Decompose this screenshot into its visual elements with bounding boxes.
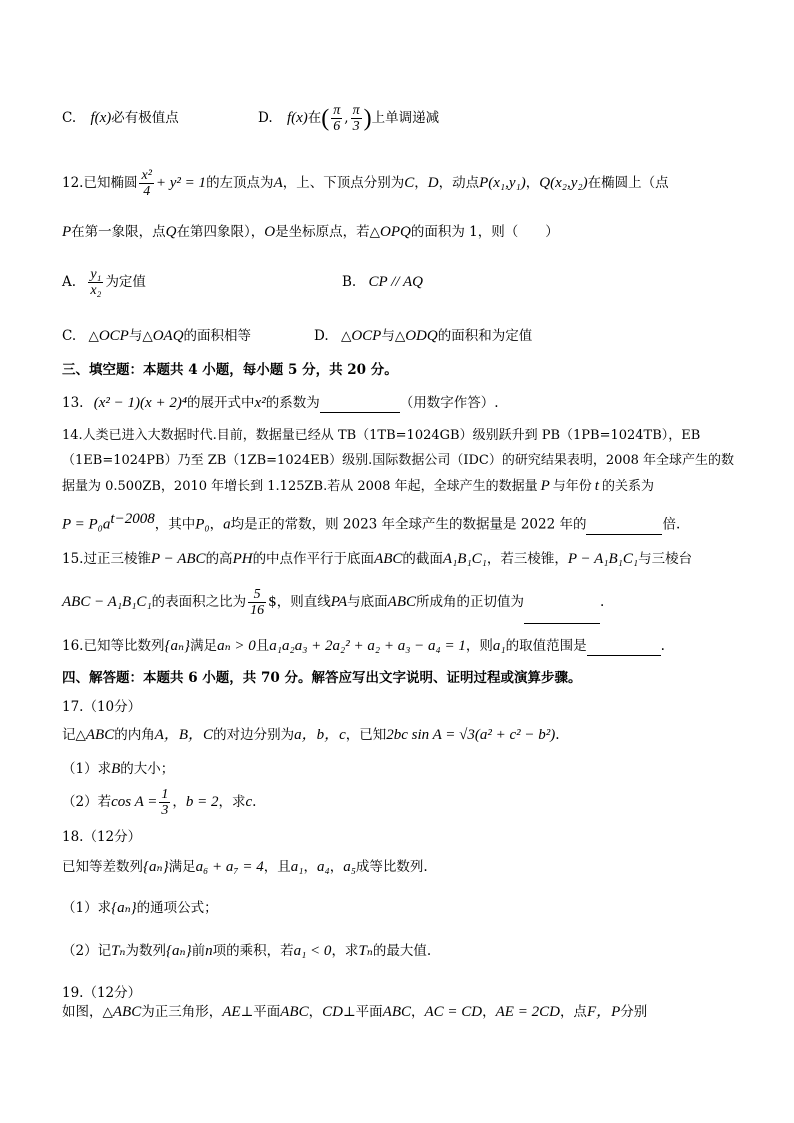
q16: 16.已知等比数列{aₙ}满足aₙ > 0且a₁a₂a₃ + 2a₂² + a₂ + a₃ − a₄ = 1，则a₁的取值范围是 . [62, 638, 665, 654]
option-text: 必有极值点 [111, 110, 179, 126]
section-heading: 四、解答题：本题共 6 小题，共 70 分。解答应写出文字说明、证明过程或演算步骤。 [62, 670, 582, 686]
q14-line1: 14.人类已进入大数据时代.目前，数据量已经从 TB（1TB=1024GB）级别跃升到 PB（1PB=1024TB），EB [62, 428, 701, 443]
q11-option-d: D. f(x)在( $\frac{\pi}{6}$ , $\frac{\pi}{3}$ )上单调递减 [258, 103, 440, 134]
q12-stem-line1: 12.已知椭圆 $\frac{\text{x²}}{4}$ + y² = 1的左顶点为A，上、下顶点分别为C，D，动点P(x₁,y₁)，Q(x₂,y₂)在椭圆上（点 [62, 168, 669, 199]
section-heading: 三、填空题：本题共 4 小题，每小题 5 分，共 20 分。 [62, 362, 398, 378]
answer-blank[interactable] [587, 641, 661, 656]
q12-stem-line2: P在第一象限，点Q在第四象限），O是坐标原点，若△OPQ的面积为 1，则（ ） [62, 224, 559, 240]
q17-part1: （1）求B的大小； [62, 761, 175, 777]
q12-option-c: C. △OCP与△OAQ的面积相等 [62, 328, 252, 344]
fraction: $\frac{\text{y₁}}{\text{x₂}}$ [90, 267, 102, 298]
q14-line3: 据量为 0.500ZB，2010 年增长到 1.125ZB.若从 2008 年起，全球产生的数据量 P 与年份 t 的关系为 [62, 478, 654, 494]
q18-stem: 已知等差数列{aₙ}满足a₆ + a₇ = 4，且a₁，a₄，a₅成等比数列. [62, 859, 428, 875]
q17-stem: 记△ABC的内角A，B，C的对边分别为a，b，c，已知2bc sin A = √3(a² + c² − b²). [62, 727, 560, 743]
q15-line1: 15.过正三棱锥P − ABC的高PH的中点作平行于底面ABC的截面A₁B₁C₁，若三棱锥，P − A₁B₁C₁与三棱台 [62, 551, 693, 567]
q12-option-d: D. △OCP与△ODQ的面积和为定值 [314, 328, 533, 344]
math-expression: f(x) [90, 110, 112, 126]
q18-header: 18.（12分） [62, 829, 142, 845]
right-paren: ) [363, 105, 372, 132]
q12-option-b: B. CP // AQ [342, 274, 423, 290]
answer-blank[interactable] [320, 398, 400, 413]
answer-blank[interactable] [524, 609, 600, 624]
q17-header: 17.（10分） [62, 699, 142, 715]
q18-part2: （2）记Tₙ为数列{aₙ}前n项的乘积，若a₁ < 0，求Tₙ的最大值. [62, 943, 432, 959]
q15-line2: ABC − A₁B₁C₁的表面积之比为 $\frac{5}{16}$ $，则直线PA与底面ABC所成角的正切值为 . [62, 580, 604, 624]
q19-stem: 如图，△ABC为正三角形，AE⊥平面ABC，CD⊥平面ABC，AC = CD，AE = 2CD，点F，P分别 [62, 1004, 648, 1020]
fraction: $\frac{\pi}{3}$ [352, 103, 360, 134]
left-paren: ( [321, 105, 330, 132]
fraction: $\frac{5}{16}$ [250, 587, 265, 618]
q17-part2: （2）若cos A = $\frac{1}{3}$ ，b = 2，求c. [62, 787, 257, 818]
option-label: C. [62, 110, 77, 126]
option-label: D. [258, 110, 273, 126]
fraction: $\frac{\text{x²}}{4}$ [141, 168, 152, 199]
math-expression: f(x) [286, 110, 308, 126]
option-text: 上单调递减 [371, 110, 440, 126]
q13: 13. (x² − 1)(x + 2)⁴的展开式中x²的系数为 （用数字作答）. [62, 395, 499, 411]
fraction: $\frac{\pi}{6}$ [333, 103, 341, 134]
q19-header: 19.（12分） [62, 985, 142, 1001]
fraction: $\frac{1}{3}$ [161, 787, 169, 818]
answer-blank[interactable] [586, 520, 662, 535]
q12-option-a: A. $\frac{\text{y₁}}{\text{x₂}}$ 为定值 [62, 267, 146, 298]
option-text: 在 [307, 110, 322, 126]
q14-line4: $P = P_0a^{t-2008}$，其中P₀，a均是正的常数，则 2023 年全球产生的数据量是 2022 年的 倍. [62, 511, 681, 533]
q18-part1: （1）求{aₙ}的通项公式； [62, 900, 218, 916]
q11-option-c [62, 108, 179, 128]
q14-line2: （1EB=1024PB）乃至 ZB（1ZB=1024EB）级别.国际数据公司（IDC）的研究结果表明，2008 年全球产生的数 [62, 453, 735, 468]
